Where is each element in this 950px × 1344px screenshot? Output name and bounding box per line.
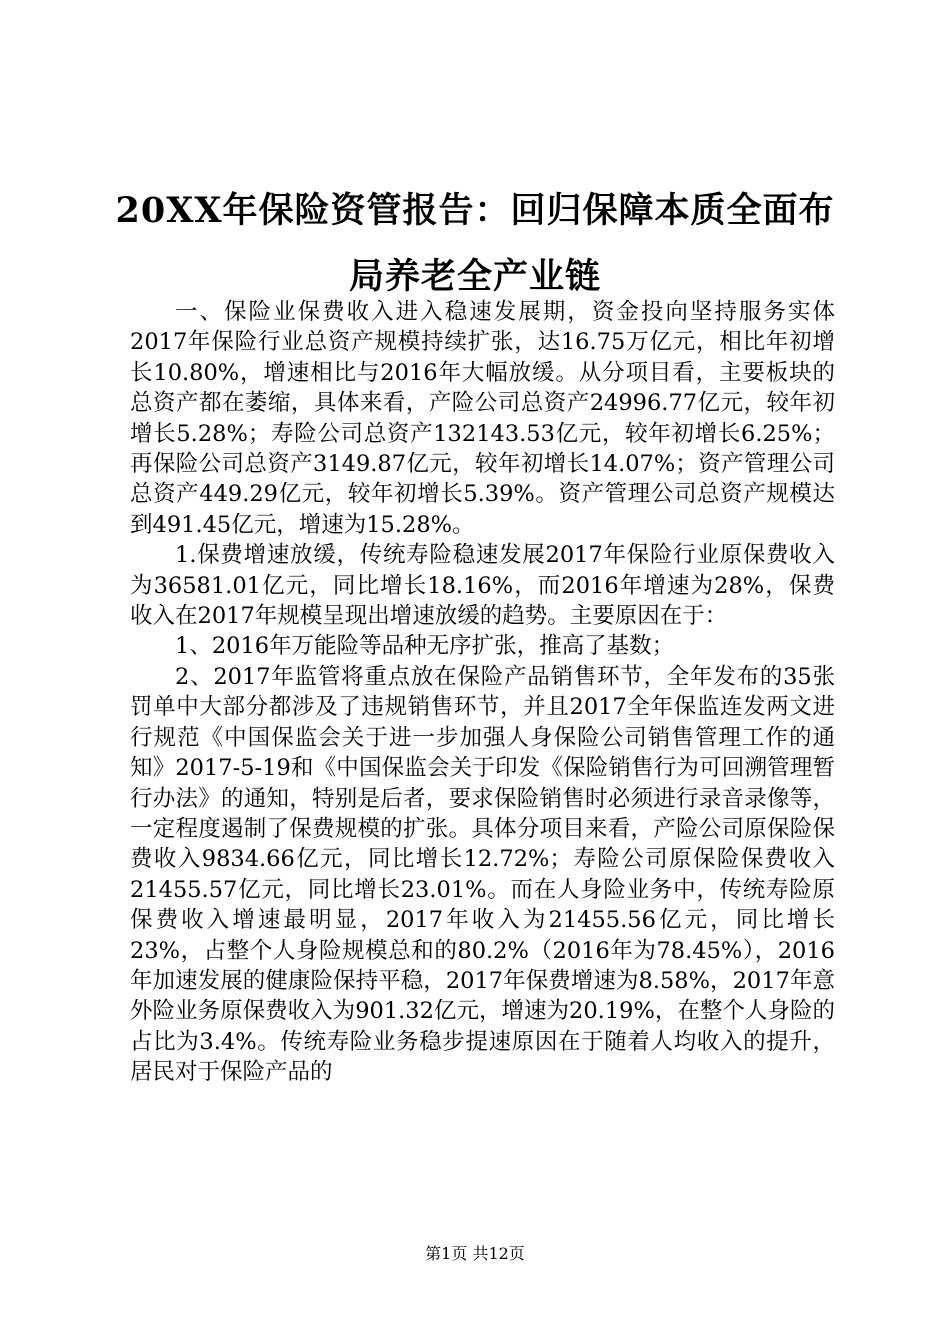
document-body bbox=[130, 297, 835, 1088]
paragraph-premium-growth: 1.保费增速放缓，传统寿险稳速发展2017年保险行业原保费收入为36581.01亿元，同比增长18.16%，而2016年增速为28%，保费收入在2017年规模呈现出增速放缓的趋势。主要原因在于： bbox=[130, 542, 835, 630]
page-footer: 第1页 共12页 bbox=[425, 1244, 525, 1263]
paragraph-overview: 一、保险业保费收入进入稳速发展期，资金投向坚持服务实体2017年保险行业总资产规模持续扩张，达16.75万亿元，相比年初增长10.80%，增速相比与2016年大幅放缓。从分项目看，主要板块的总资产都在萎缩，具体来看，产险公司总资产24996.77亿元，较年初增长5.28%；寿险公司总资产132143.53亿元，较年初增长6.25%；再保险公司总资产3149.87亿元，较年初增长14.07%；资产管理公司总资产449.29亿元，较年初增长5.39%。资产管理公司总资产规模达到491.45亿元，增速为15.28%。 bbox=[130, 299, 835, 538]
document-title: 20XX年保险资管报告：回归保障本质全面布局养老全产业链 bbox=[115, 190, 835, 297]
paragraph-reason-one: 1、2016年万能险等品种无序扩张，推高了基数； bbox=[175, 633, 675, 660]
paragraph-reason-two: 2、2017年监管将重点放在保险产品销售环节，全年发布的35张罚单中大部分都涉及了违规销售环节，并且2017全年保监连发两文进行规范《中国保监会关于进一步加强人身保险公司销售管理工作的通知》2017-5-19和《中国保监会关于印发《保险销售行为可回溯管理暂行办法》的通知，特别是后者，要求保险销售时必须进行录音录像等，一定程度遏制了保费规模的扩张。具体分项目来看，产险公司原保险保费收入9834.66亿元，同比增长12.72%；寿险公司原保险保费收入21455.57亿元，同比增长23.01%。而在人身险业务中，传统寿险原保费收入增速最明显，2017年收入为21455.56亿元，同比增长23%，占整个人身险规模总和的80.2%（2016年为78.45%），2016年加速发展的健康险保持平稳，2017年保费增速为8.58%，2017年意外险业务原保费收入为901.32亿元，增速为20.19%，在整个人身险的占比为3.4%。传统寿险业务稳步提速原因在于随着人均收入的提升，居民对于保险产品的 bbox=[130, 663, 835, 1086]
